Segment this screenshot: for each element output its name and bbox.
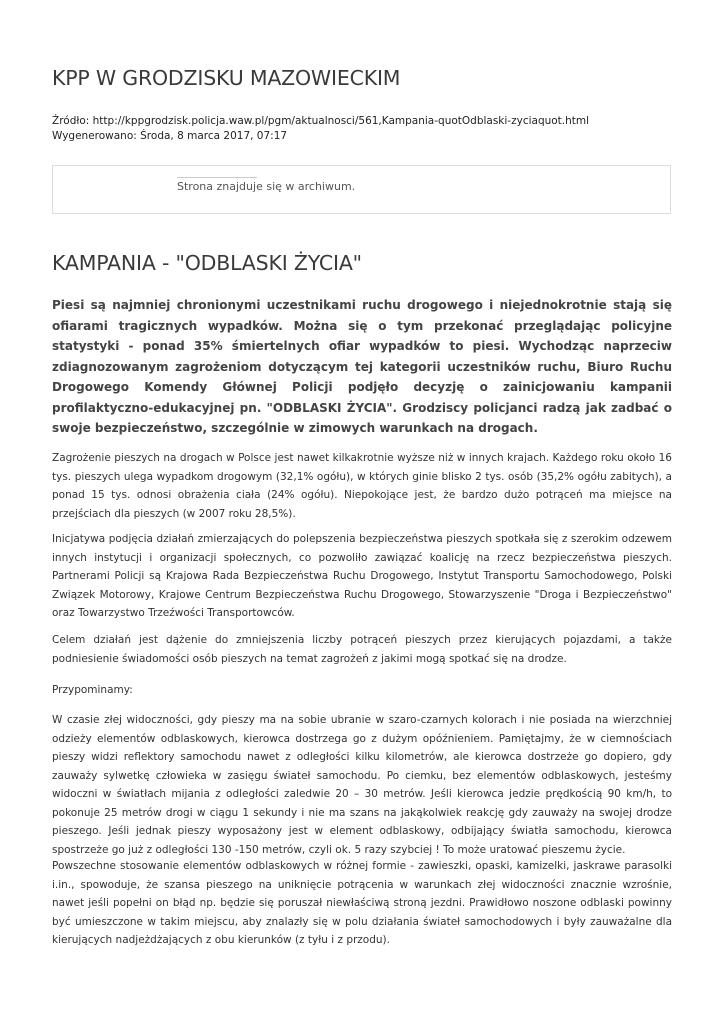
source-line: Źródło: http://kppgrodzisk.policja.waw.pl/pgm/aktualnosci/561,Kampania-quotOdblaski-zyciaquot.html [52,115,590,127]
archive-divider [177,177,257,178]
archive-note: Strona znajduje się w archiwum. [177,180,356,193]
article-paragraph: Celem działań jest dążenie do zmniejszenia liczby potrąceń pieszych przez kierujących pojazdami, a także podniesienie świadomości osób pieszych na temat zagrożeń z jakimi mogą spotkać się na drodze. [52,634,672,665]
archive-notice [52,165,671,214]
article-title: KAMPANIA - "ODBLASKI ŻYCIA" [52,251,362,275]
site-title: KPP W GRODZISKU MAZOWIECKIM [52,66,401,90]
article-lead: Piesi są najmniej chronionymi uczestnikami ruchu drogowego i niejednokrotnie stają się ofiarami tragicznych wypadków. Można się o tym przekonać przeglądając policyjne statystyki - ponad 35% śmiertelnych ofiar wypadków to piesi. Wychodząc naprzeciw zdiagnozowanym zagrożeniom dotyczącym tej kategorii uczestników ruchu, Biuro Ruchu Drogowego Komendy Głównej Policji podjęło decyzję o zainicjowaniu kampanii profilaktyczno-edukacyjnej pn. "ODBLASKI ŻYCIA". Grodziscy policjanci radzą jak zadbać o swoje bezpieczeństwo, szczególnie w zimowych warunkach na drogach. [52,298,672,435]
article-paragraph: Przypominamy: [52,684,133,696]
document-meta [52,114,589,144]
article-paragraph: Zagrożenie pieszych na drogach w Polsce jest nawet kilkakrotnie wyższe niż w innych krajach. Każdego roku około 16 tys. pieszych ulega wypadkom drogowym (32,1% ogółu), w których ginie blisko 2 tys. osób (35,2% ogółu zabitych), a ponad 15 tys. odnosi obrażenia ciała (24% ogółu). Niepokojące jest, że bardzo dużo potrąceń ma miejsce na przejściach dla pieszych (w 2007 roku 28,5%). [52,452,672,520]
article-paragraph: Powszechne stosowanie elementów odblaskowych w różnej formie - zawieszki, opaski, kamizelki, jaskrawe parasolki i.in., spowoduje, że szansa pieszego na uniknięcie potrącenia w warunkach złej widoczności znacznie wzrośnie, nawet jeśli popełni on błąd np. będzie się poruszał niewłaściwą stroną jezdni. Prawidłowo noszone odblaski powinny być umieszczone w takim miejscu, aby znalazły się w polu działania świateł samochodowych i były zauważalne dla kierujących nadjeżdżających z obu kierunków (z tyłu i z przodu). [52,860,672,946]
article-paragraph: W czasie złej widoczności, gdy pieszy ma na sobie ubranie w szaro-czarnych kolorach i nie posiada na wierzchniej odzieży elementów odblaskowych, kierowca dostrzega go z dużym opóźnieniem. Pamiętajmy, że w ciemnościach pieszy widzi reflektory samochodu nawet z odległości kilku kilometrów, ale kierowca dostrzeże go dopiero, gdy zauważy sylwetkę człowieka w zasięgu świateł samochodu. Po ciemku, bez elementów odblaskowych, jesteśmy widoczni w światłach mijania z odległości zaledwie 20 – 30 metrów. Jeśli kierowca jedzie prędkością 90 km/h, to pokonuje 25 metrów drogi w ciągu 1 sekundy i nie ma szans na jakąkolwiek reakcję gdy zauważy na swojej drodze pieszego. Jeśli jednak pieszy wyposażony jest w element odblaskowy, odbijający światła samochodu, kierowca spostrzeże go już z odległości 130 -150 metrów, czyli ok. 5 razy szybciej ! To może uratować pieszemu życie. [52,714,672,856]
generated-line: Wygenerowano: Środa, 8 marca 2017, 07:17 [52,130,288,142]
article-paragraph: Inicjatywa podjęcia działań zmierzających do polepszenia bezpieczeństwa pieszych spotkała się z szerokim odzewem innych instytucji i organizacji społecznych, co pozwoliło zawiązać koalicję na rzecz bezpieczeństwa pieszych. Partnerami Policji są Krajowa Rada Bezpieczeństwa Ruchu Drogowego, Instytut Transportu Samochodowego, Polski Związek Motorowy, Krajowe Centrum Bezpieczeństwa Ruchu Drogowego, Stowarzyszenie "Droga i Bezpieczeństwo" oraz Towarzystwo Trzeźwości Transportowców. [52,533,672,619]
